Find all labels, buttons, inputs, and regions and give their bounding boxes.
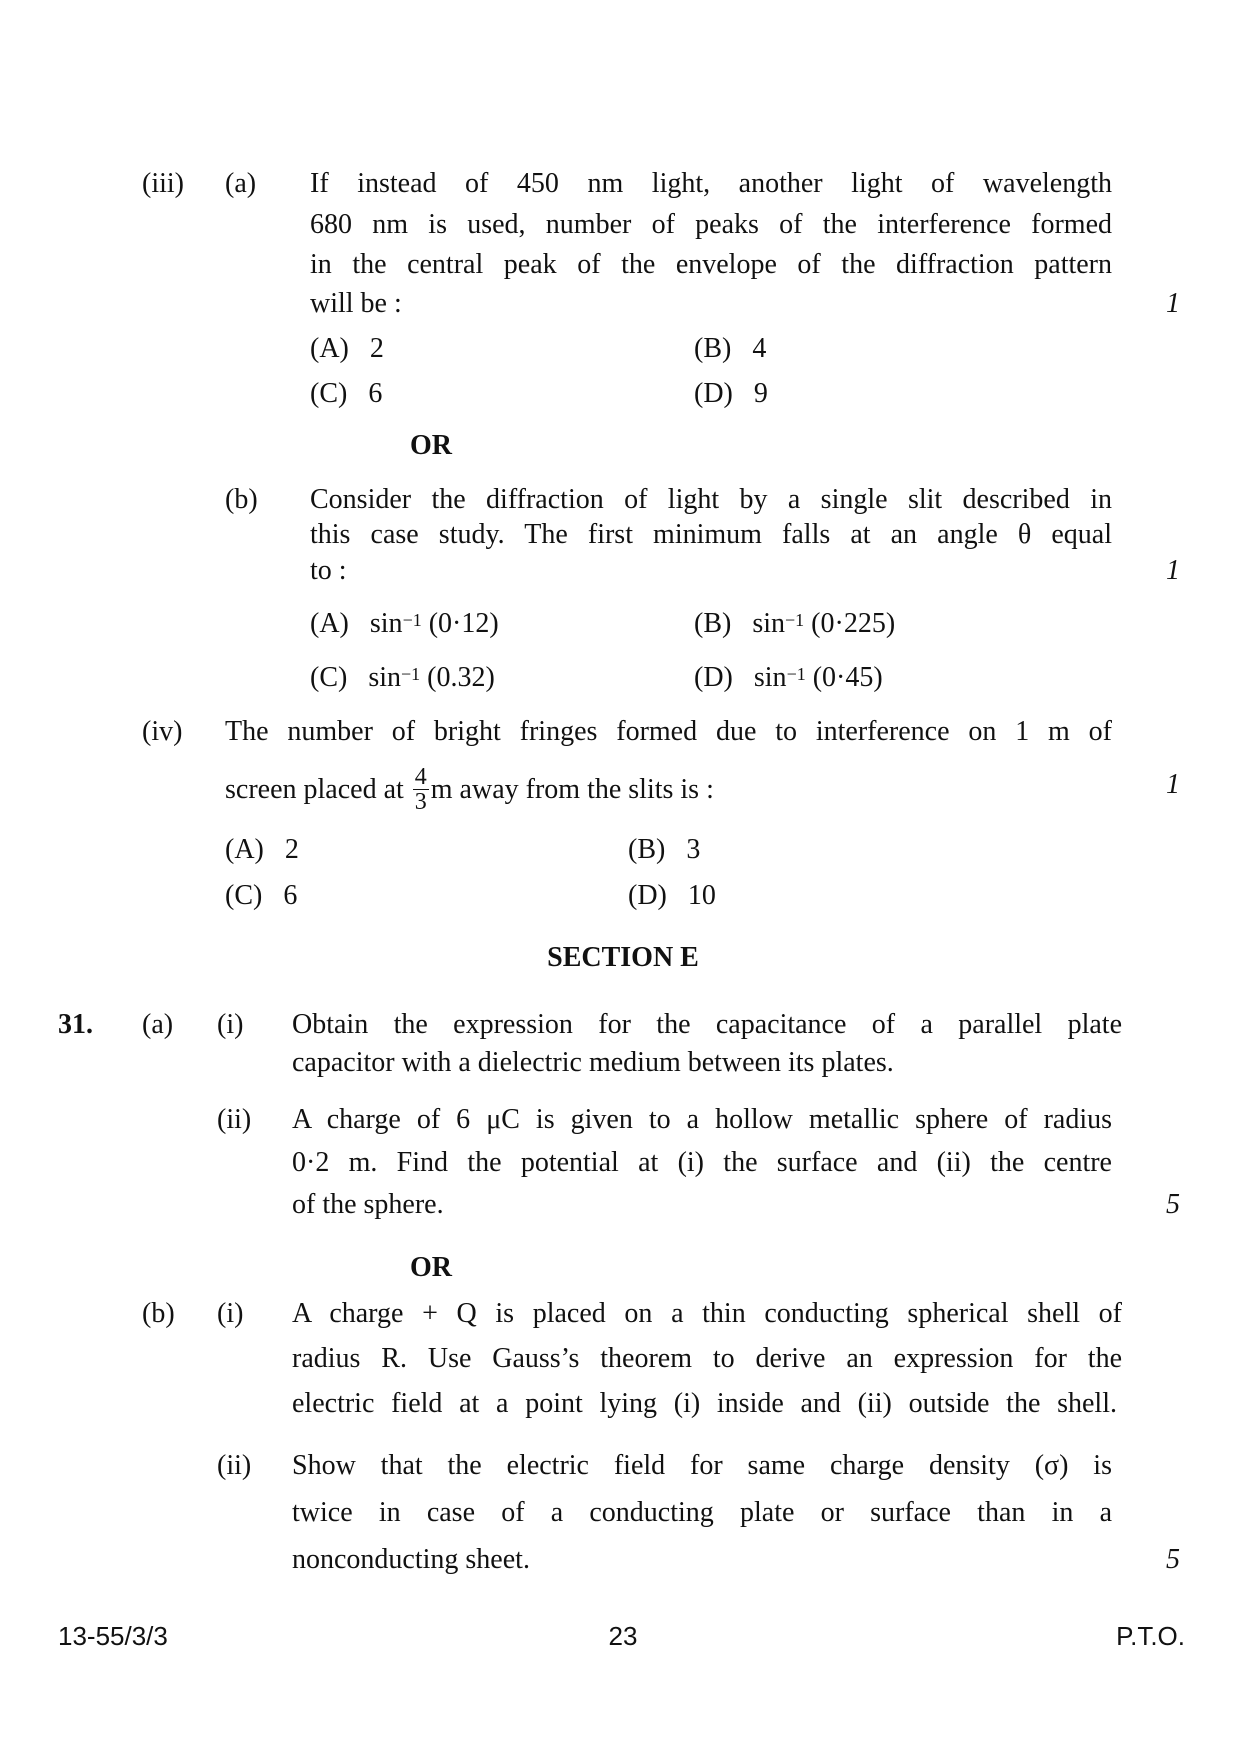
marks: 1 bbox=[1166, 288, 1180, 319]
please-turn-over: P.T.O. bbox=[1116, 1621, 1185, 1651]
question-text-line: radius R. Use Gauss’s theorem to derive an expression for the bbox=[292, 1343, 1122, 1374]
marks: 5 bbox=[1166, 1544, 1180, 1575]
paper-code: 13-55/3/3 bbox=[58, 1621, 168, 1651]
question-text-line: capacitor with a dielectric medium between its plates. bbox=[292, 1047, 894, 1078]
marks: 1 bbox=[1166, 769, 1180, 800]
question-text-line: A charge + Q is placed on a thin conducting spherical shell of bbox=[292, 1298, 1122, 1329]
question-text-line: screen placed at $\frac{4}{3}$ m away from the slits is : bbox=[225, 764, 714, 815]
section-title: SECTION E bbox=[547, 942, 699, 973]
option-b: (B) 4 bbox=[694, 333, 767, 364]
question-text-line: will be : bbox=[310, 288, 402, 319]
option-a: (A) $\sin^{-1} (0\cdot 12)$ bbox=[310, 608, 499, 639]
part-label-a: (a) bbox=[142, 1009, 174, 1040]
subpart-label-ii: (ii) bbox=[217, 1104, 252, 1135]
part-label-b: (b) bbox=[225, 484, 258, 515]
question-text-line: Obtain the expression for the capacitance of a parallel plate bbox=[292, 1009, 1122, 1040]
subquestion-label-iii: (iii) bbox=[142, 168, 184, 199]
question-text-line: 680 nm is used, number of peaks of the interference formed bbox=[310, 209, 1112, 240]
question-text-line: The number of bright fringes formed due to interference on 1 m of bbox=[225, 716, 1112, 747]
subquestion-label-iv: (iv) bbox=[142, 716, 183, 747]
question-text-line: twice in case of a conducting plate or surface than in a bbox=[292, 1497, 1112, 1528]
option-b: (B) $\sin^{-1} (0\cdot 225)$ bbox=[694, 608, 896, 639]
fraction: $\frac{4}{3}$ bbox=[414, 764, 427, 815]
marks: 1 bbox=[1166, 555, 1180, 586]
question-text-line: of the sphere. bbox=[292, 1189, 444, 1220]
option-d: (D) 9 bbox=[694, 378, 768, 409]
question-text-line: in the central peak of the envelope of the diffraction pattern bbox=[310, 249, 1112, 280]
question-text-line: If instead of 450 nm light, another light of wavelength bbox=[310, 168, 1112, 199]
part-label-b: (b) bbox=[142, 1298, 175, 1329]
subpart-label-i: (i) bbox=[217, 1009, 244, 1040]
question-text-line: this case study. The first minimum falls at an angle θ equal bbox=[310, 519, 1112, 550]
option-c: (C) 6 bbox=[225, 880, 298, 911]
question-number: 31. bbox=[58, 1009, 93, 1040]
option-a: (A) 2 bbox=[310, 333, 384, 364]
question-text-line: electric field at a point lying (i) inside and (ii) outside the shell. bbox=[292, 1388, 1117, 1419]
question-text-line: Show that the electric field for same charge density (σ) is bbox=[292, 1450, 1112, 1481]
page-number: 23 bbox=[608, 1621, 638, 1651]
question-text-line: A charge of 6 μC is given to a hollow metallic sphere of radius bbox=[292, 1104, 1112, 1135]
or-divider: OR bbox=[410, 430, 452, 461]
part-label-a: (a) bbox=[225, 168, 257, 199]
marks: 5 bbox=[1166, 1189, 1180, 1220]
or-divider: OR bbox=[410, 1252, 452, 1283]
option-b: (B) 3 bbox=[628, 834, 701, 865]
option-c: (C) $\sin^{-1} (0.32)$ bbox=[310, 662, 495, 693]
option-d: (D) $\sin^{-1} (0\cdot 45)$ bbox=[694, 662, 883, 693]
question-text-line: Consider the diffraction of light by a single slit described in bbox=[310, 484, 1112, 515]
question-text-line: 0·2 m. Find the potential at (i) the surface and (ii) the centre bbox=[292, 1147, 1112, 1178]
option-d: (D) 10 bbox=[628, 880, 716, 911]
question-text-line: nonconducting sheet. bbox=[292, 1544, 530, 1575]
option-a: (A) 2 bbox=[225, 834, 299, 865]
subpart-label-ii: (ii) bbox=[217, 1450, 252, 1481]
option-c: (C) 6 bbox=[310, 378, 383, 409]
question-text-line: to : bbox=[310, 555, 347, 586]
subpart-label-i: (i) bbox=[217, 1298, 244, 1329]
